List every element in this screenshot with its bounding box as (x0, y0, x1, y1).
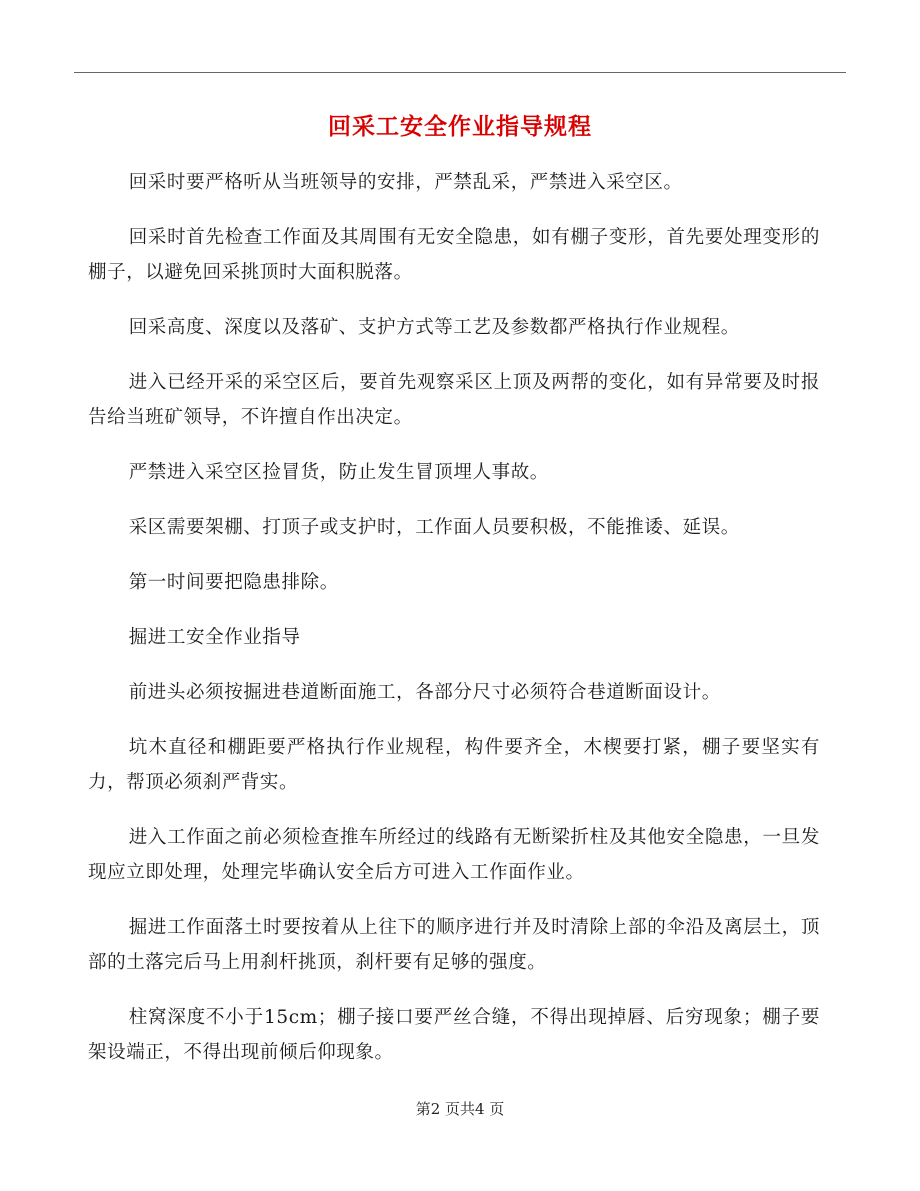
paragraph: 回采高度、深度以及落矿、支护方式等工艺及参数都严格执行作业规程。 (128, 317, 740, 338)
paragraph: 进入已经开采的采空区后，要首先观察采区上顶及两帮的变化，如有异常要及时报告给当班矿领导，不许擅自作出决定。 (88, 372, 820, 428)
paragraph: 回采时要严格听从当班领导的安排，严禁乱采，严禁进入采空区。 (128, 172, 683, 193)
paragraph: 回采时首先检查工作面及其周围有无安全隐患，如有棚子变形，首先要处理变形的棚子，以避免回采挑顶时大面积脱落。 (88, 227, 820, 283)
header-divider (74, 72, 846, 73)
paragraph: 掘进工作面落土时要按着从上往下的顺序进行并及时清除上部的伞沿及离层土，顶部的土落完后马上用刹杆挑顶，刹杆要有足够的强度。 (88, 917, 820, 973)
page-number: 第2 页共4 页 (415, 1100, 505, 1118)
paragraph: 前进头必须按掘进巷道断面施工，各部分尺寸必须符合巷道断面设计。 (128, 682, 721, 703)
paragraph: 采区需要架棚、打顶子或支护时，工作面人员要积极，不能推诿、延误。 (128, 517, 740, 538)
section-heading: 掘进工安全作业指导 (128, 627, 301, 648)
paragraph: 进入工作面之前必须检查推车所经过的线路有无断梁折柱及其他安全隐患，一旦发现应立即处理，处理完毕确认安全后方可进入工作面作业。 (88, 827, 820, 883)
paragraph: 第一时间要把隐患排除。 (128, 572, 339, 593)
paragraph: 柱窝深度不小于15cm；棚子接口要严丝合缝，不得出现掉唇、后穷现象；棚子要架设端正，不得出现前倾后仰现象。 (88, 1007, 820, 1063)
paragraph: 坑木直径和棚距要严格执行作业规程，构件要齐全，木楔要打紧，棚子要坚实有力，帮顶必须刹严背实。 (88, 737, 820, 793)
document-body (88, 165, 820, 1090)
paragraph: 严禁进入采空区捡冒货，防止发生冒顶埋人事故。 (128, 462, 549, 483)
page-title: 回采工安全作业指导规程 (328, 113, 592, 140)
